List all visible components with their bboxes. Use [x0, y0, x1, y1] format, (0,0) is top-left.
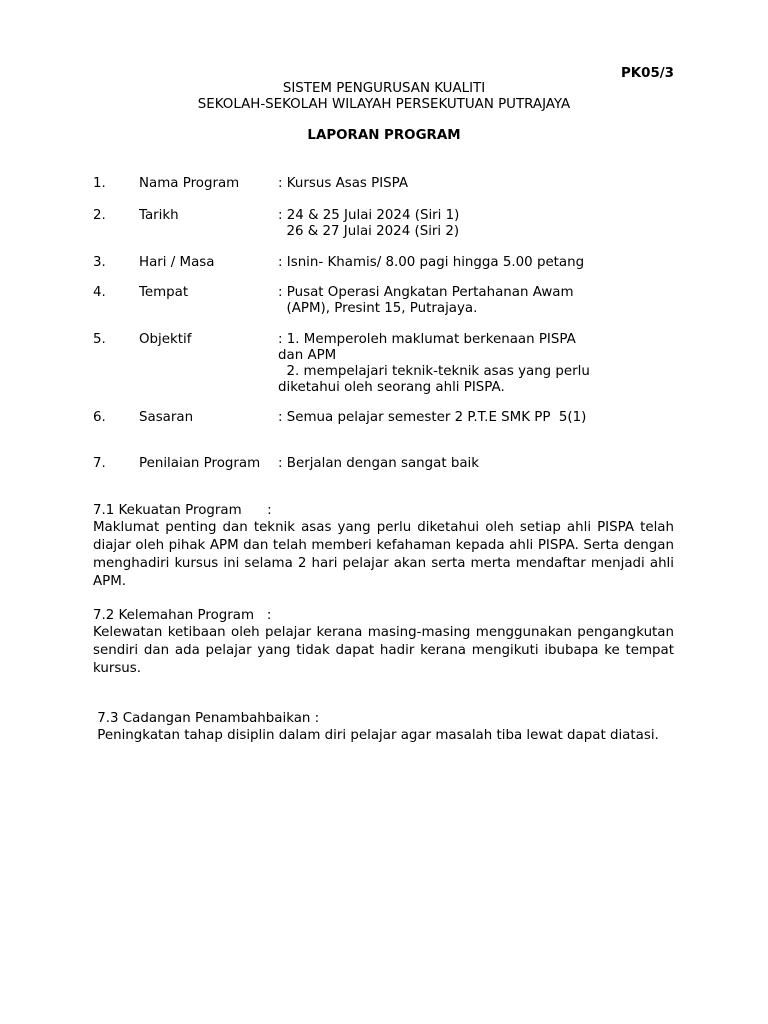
item-number: 5.	[93, 332, 106, 347]
item-value	[278, 456, 618, 472]
heading-line-2: SEKOLAH-SEKOLAH WILAYAH PERSEKUTUAN PUTRAJAYA	[197, 97, 571, 112]
item-value-line: : Kursus Asas PISPA	[278, 176, 409, 191]
section-title: 7.2 Kelemahan Program :	[93, 608, 272, 623]
item-value	[278, 176, 618, 192]
item-label: Sasaran	[139, 410, 194, 425]
item-label: Penilaian Program	[139, 456, 261, 471]
item-label: Tarikh	[139, 208, 179, 223]
heading-line-1: SISTEM PENGURUSAN KUALITI	[282, 81, 486, 96]
item-value	[278, 255, 618, 271]
item-value-line: dan APM	[278, 348, 337, 363]
section-body: Kelewatan ketibaan oleh pelajar kerana masing-masing menggunakan pengangkutan sendiri dan ada pelajar yang tidak dapat hadir kerana mengikuti ibubapa ke tempat kursus.	[93, 625, 674, 676]
document-title: LAPORAN PROGRAM	[307, 128, 461, 143]
item-number: 1.	[93, 176, 106, 191]
section-title: 7.1 Kekuatan Program :	[93, 503, 272, 518]
item-label: Tempat	[139, 285, 189, 300]
section-body: Peningkatan tahap disiplin dalam diri pelajar agar masalah tiba lewat dapat diatasi.	[93, 728, 659, 743]
item-value-line: (APM), Presint 15, Putrajaya.	[278, 301, 478, 316]
item-number: 6.	[93, 410, 106, 425]
item-label: Nama Program	[139, 176, 240, 191]
form-code: PK05/3	[620, 66, 674, 81]
item-label: Hari / Masa	[139, 255, 215, 270]
item-number: 7.	[93, 456, 106, 471]
item-value-line: : Semua pelajar semester 2 P.T.E SMK PP 5(1)	[278, 410, 587, 425]
item-value-line: diketahui oleh seorang ahli PISPA.	[278, 380, 505, 395]
item-value	[278, 332, 618, 396]
item-label: Objektif	[139, 332, 192, 347]
section-kekuatan-program	[93, 503, 674, 591]
item-number: 4.	[93, 285, 106, 300]
item-value-line: 26 & 27 Julai 2024 (Siri 2)	[278, 224, 460, 239]
item-value-line: : 24 & 25 Julai 2024 (Siri 1)	[278, 208, 460, 223]
item-number: 3.	[93, 255, 106, 270]
item-value-line: : Isnin- Khamis/ 8.00 pagi hingga 5.00 petang	[278, 255, 585, 270]
item-value-line: : Pusat Operasi Angkatan Pertahanan Awam	[278, 285, 574, 300]
item-value-line: : 1. Memperoleh maklumat berkenaan PISPA	[278, 332, 576, 347]
section-cadangan-penambahbaikan	[93, 711, 674, 745]
section-kelemahan-program	[93, 608, 674, 678]
section-body: Maklumat penting dan teknik asas yang perlu diketahui oleh setiap ahli PISPA telah diajar oleh pihak APM dan telah memberi kefahaman kepada ahli PISPA. Serta dengan menghadiri kursus ini selama 2 hari pelajar akan serta merta mendaftar menjadi ahli APM.	[93, 520, 674, 589]
item-value	[278, 208, 618, 240]
item-value-line: 2. mempelajari teknik-teknik asas yang perlu	[278, 364, 590, 379]
item-number: 2.	[93, 208, 106, 223]
item-value	[278, 285, 618, 317]
item-value	[278, 410, 618, 426]
section-title: 7.3 Cadangan Penambahbaikan :	[93, 711, 320, 726]
item-value-line: : Berjalan dengan sangat baik	[278, 456, 480, 471]
